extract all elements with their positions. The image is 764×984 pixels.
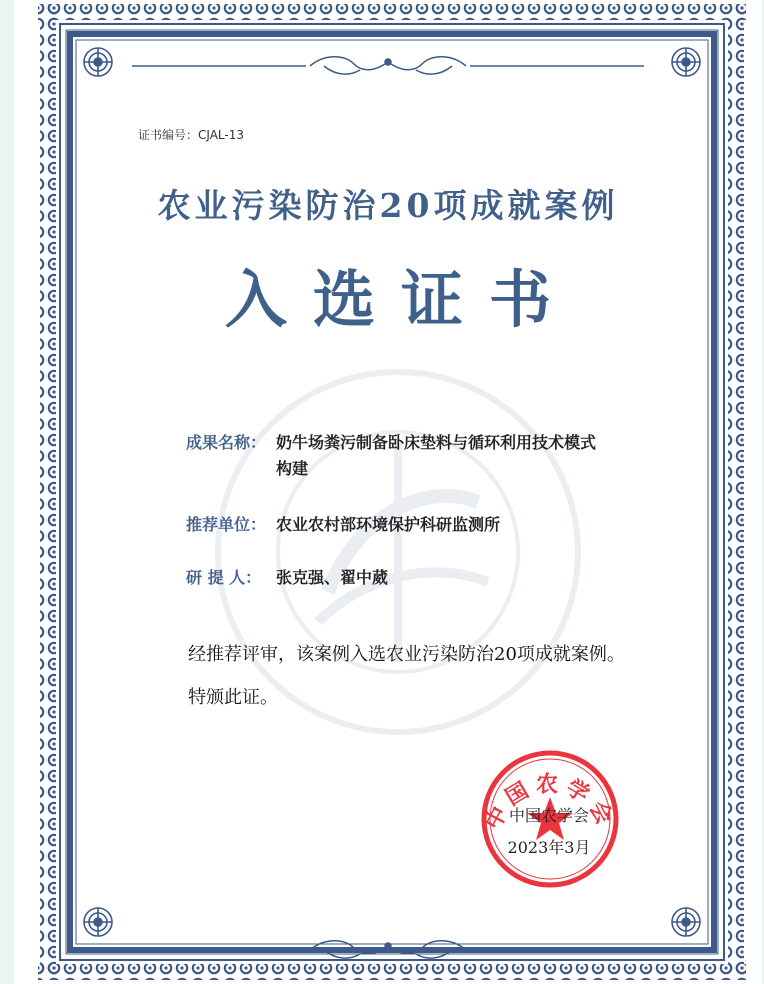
body-paragraph-1: 经推荐评审，该案例入选农业污染防治20项成就案例。 xyxy=(188,644,625,665)
body-paragraph-2: 特颁此证。 xyxy=(188,687,278,708)
field-achievement-label: 成果名称： xyxy=(186,433,267,452)
field-recommender xyxy=(186,512,606,538)
certificate-subtitle: 入选证书 xyxy=(224,263,577,336)
issuer-name: 中国农学会 xyxy=(508,806,589,825)
certificate-number-label: 证书编号： xyxy=(138,128,199,142)
field-recommender-label: 推荐单位： xyxy=(186,515,267,534)
issue-date: 2023年3月 xyxy=(507,838,591,857)
certificate-page xyxy=(14,0,762,984)
certificate-body xyxy=(140,633,640,719)
field-achievement xyxy=(186,430,606,482)
field-achievement-value: 奶牛场粪污制备卧床垫料与循环利用技术模式构建 xyxy=(276,433,597,478)
seal-text: 中国农学会 xyxy=(479,771,621,834)
field-researchers-label: 研 提 人： xyxy=(186,568,262,587)
field-researchers xyxy=(186,565,606,591)
certificate-number-value: CJAL-13 xyxy=(198,128,245,142)
field-recommender-value: 农业农村部环境保护科研监测所 xyxy=(276,515,501,534)
certificate-title: 农业污染防治20项成就案例 xyxy=(157,186,619,225)
certificate-number xyxy=(138,126,244,143)
field-researchers-value: 张克强、翟中葳 xyxy=(276,568,389,587)
